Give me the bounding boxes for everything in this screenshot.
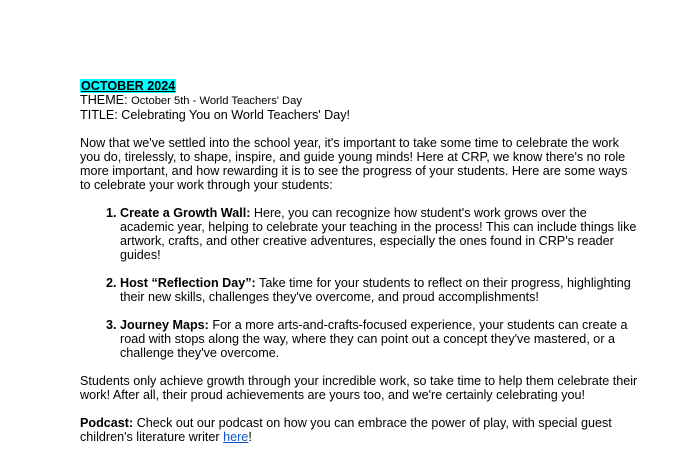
title-value: Celebrating You on World Teachers' Day! [121,108,351,122]
spacer [80,402,640,416]
list-item-text: Here, you can recognize how student's work grows over the academic year, helping to celebrate your teaching in the process! This can include things like artwork, crafts, and other creative adventures, especially the ones found in CRP's reader guides! [120,206,637,262]
theme-line [80,93,640,108]
podcast-label: Podcast: [80,416,134,430]
spacer [80,122,640,136]
podcast-end: ! [248,430,252,444]
month-heading [80,79,640,93]
title-label: TITLE: [80,108,118,122]
list-item [120,276,640,304]
ideas-list [80,206,640,360]
podcast-paragraph [80,416,640,444]
closing-paragraph: Students only achieve growth through your incredible work, so take time to help them celebrate their work! After all, their proud achievements are yours too, and we're certainly celebrating you! [80,374,638,402]
list-item-text: For a more arts-and-crafts-focused experience, your students can create a road with stops along the way, where they can point out a concept they've mastered, or a challenge they've overcome. [120,318,628,360]
podcast-link[interactable]: here [223,430,249,444]
list-item-text: Take time for your students to reflect on their progress, highlighting their new skills, challenges they've overcome, and proud accomplishments! [120,276,631,304]
theme-value: October 5th - World Teachers' Day [131,95,302,107]
list-item [120,318,640,360]
list-item [120,206,640,262]
document-body [80,79,640,444]
podcast-text: Check out our podcast on how you can embrace the power of play, with special guest children's literature writer [80,416,612,444]
list-item-title: Create a Growth Wall: [120,206,251,220]
theme-label: THEME: [80,93,128,107]
list-item-title: Journey Maps: [120,318,209,332]
list-item-title: Host “Reflection Day”: [120,276,256,290]
intro-paragraph: Now that we've settled into the school year, it's important to take some time to celebrate the work you do, tirelessly, to shape, inspire, and guide young minds! Here at CRP, we know there's no role more important, and how rewarding it is to see the progress of your students. Here are some ways to celebrate your work through your students: [80,136,628,192]
title-line [80,108,640,122]
spacer [80,192,640,206]
month-label: OCTOBER 2024 [81,79,176,93]
